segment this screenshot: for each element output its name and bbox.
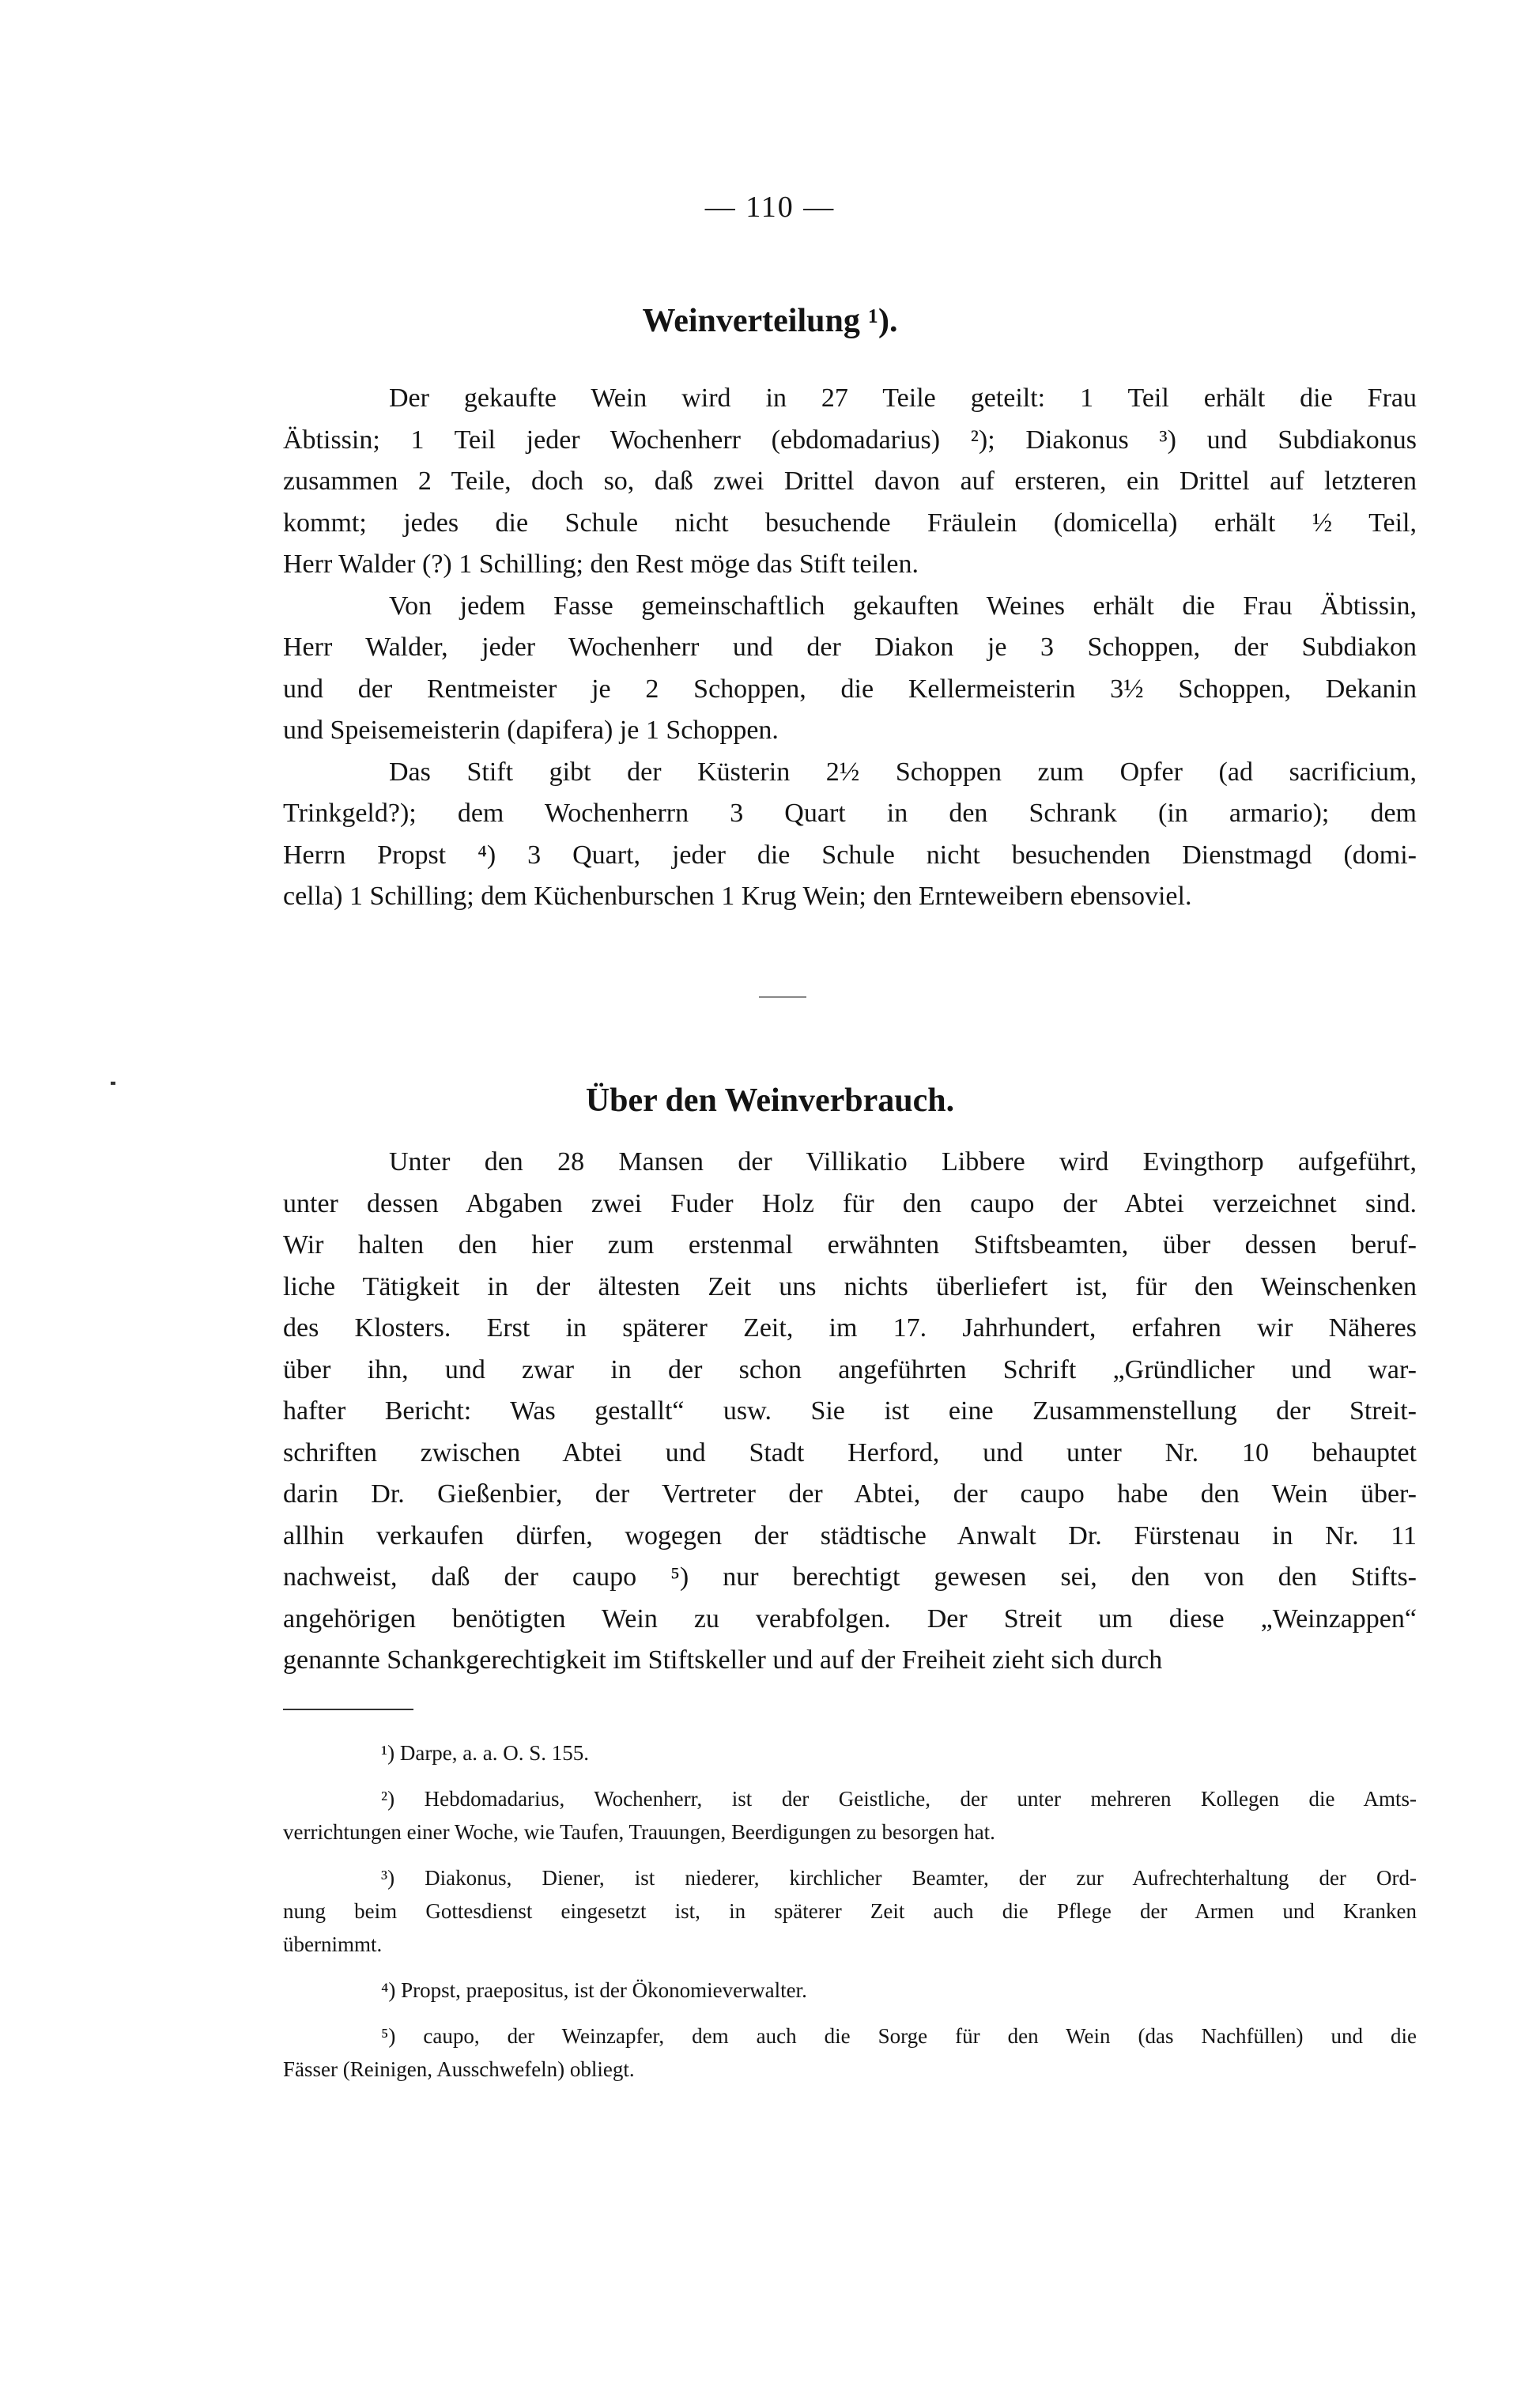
footnote-line: nung beim Gottesdienst eingesetzt ist, in späterer Zeit auch die Pflege der Armen und Kranken bbox=[283, 1899, 1417, 1923]
footnote-line: ⁵) caupo, der Weinzapfer, dem auch die Sorge für den Wein (das Nachfüllen) und die bbox=[381, 2024, 1417, 2048]
text-line: Unter den 28 Mansen der Villikatio Libbere wird Evingthorp aufgeführt, bbox=[389, 1147, 1417, 1177]
text-line: unter dessen Abgaben zwei Fuder Holz für den caupo der Abtei verzeichnet sind. bbox=[283, 1188, 1417, 1218]
text-line: und der Rentmeister je 2 Schoppen, die Kellermeisterin 3½ Schoppen, Dekanin bbox=[283, 674, 1417, 704]
margin-mark bbox=[111, 1082, 115, 1085]
text-line: kommt; jedes die Schule nicht besuchende Fräulein (domicella) erhält ½ Teil, bbox=[283, 508, 1417, 538]
section-body-weinverteilung bbox=[283, 378, 1417, 918]
text-line: cella) 1 Schilling; dem Küchenburschen 1 Krug Wein; den Ernteweibern ebensoviel. bbox=[283, 882, 1192, 911]
footnote-line: ¹) Darpe, a. a. O. S. 155. bbox=[381, 1741, 590, 1765]
text-line: darin Dr. Gießenbier, der Vertreter der Abtei, der caupo habe den Wein über- bbox=[283, 1479, 1417, 1509]
text-line: Trinkgeld?); dem Wochenherrn 3 Quart in den Schrank (in armario); dem bbox=[283, 799, 1417, 828]
text-line: Das Stift gibt der Küsterin 2½ Schoppen zum Opfer (ad sacrificium, bbox=[389, 757, 1417, 787]
text-line: genannte Schankgerechtigkeit im Stiftskeller und auf der Freiheit zieht sich durch bbox=[283, 1645, 1163, 1675]
text-line: schriften zwischen Abtei und Stadt Herford, und unter Nr. 10 behauptet bbox=[283, 1437, 1417, 1467]
text-line: hafter Bericht: Was gestallt“ usw. Sie ist eine Zusammenstellung der Streit- bbox=[283, 1396, 1417, 1426]
footnote-line: ³) Diakonus, Diener, ist niederer, kirchlicher Beamter, der zur Aufrechterhaltung der Ord- bbox=[381, 1866, 1417, 1890]
text-line: Herr Walder, jeder Wochenherr und der Diakon je 3 Schoppen, der Subdiakon bbox=[283, 633, 1417, 662]
footnote-line: verrichtungen einer Woche, wie Taufen, Trauungen, Beerdigungen zu besorgen hat. bbox=[283, 1820, 995, 1844]
text-line: nachweist, daß der caupo ⁵) nur berechtigt gewesen sei, den von den Stifts- bbox=[283, 1562, 1417, 1592]
text-line: des Klosters. Erst in späterer Zeit, im 17. Jahrhundert, erfahren wir Näheres bbox=[283, 1313, 1417, 1343]
text-line: und Speisemeisterin (dapifera) je 1 Schoppen. bbox=[283, 716, 779, 745]
footnote-line: ⁴) Propst, praepositus, ist der Ökonomieverwalter. bbox=[381, 1978, 807, 2002]
page-number: — 110 — bbox=[704, 191, 836, 224]
text-line: über ihn, und zwar in der schon angeführten Schrift „Gründlicher und war- bbox=[283, 1354, 1417, 1384]
section-title-weinverbrauch: Über den Weinverbrauch. bbox=[585, 1082, 955, 1119]
section-body-weinverbrauch bbox=[283, 1142, 1417, 1682]
text-line: Herrn Propst ⁴) 3 Quart, jeder die Schule nicht besuchenden Dienstmagd (domi- bbox=[283, 840, 1417, 870]
text-line: zusammen 2 Teile, doch so, daß zwei Drittel davon auf ersteren, ein Drittel auf letzteren bbox=[283, 466, 1417, 496]
section-divider bbox=[759, 996, 806, 998]
text-line: Herr Walder (?) 1 Schilling; den Rest möge das Stift teilen. bbox=[283, 550, 919, 579]
text-line: allhin verkaufen dürfen, wogegen der städtische Anwalt Dr. Fürstenau in Nr. 11 bbox=[283, 1520, 1417, 1551]
section-title-weinverteilung: Weinverteilung ¹). bbox=[642, 303, 898, 339]
text-line: Der gekaufte Wein wird in 27 Teile geteilt: 1 Teil erhält die Frau bbox=[389, 383, 1417, 413]
text-line: Wir halten den hier zum erstenmal erwähnten Stiftsbeamten, über dessen beruf- bbox=[283, 1230, 1417, 1260]
text-line: Äbtissin; 1 Teil jeder Wochenherr (ebdomadarius) ²); Diakonus ³) und Subdiakonus bbox=[283, 425, 1417, 455]
footnote-rule bbox=[283, 1709, 413, 1710]
footnotes bbox=[283, 1736, 1417, 2086]
footnote-line: Fässer (Reinigen, Ausschwefeln) obliegt. bbox=[283, 2057, 635, 2081]
text-line: liche Tätigkeit in der ältesten Zeit uns nichts überliefert ist, für den Weinschenken bbox=[283, 1271, 1417, 1301]
text-line: Von jedem Fasse gemeinschaftlich gekauften Weines erhält die Frau Äbtissin, bbox=[389, 591, 1417, 621]
text-line: angehörigen benötigten Wein zu verabfolgen. Der Streit um diese „Weinzappen“ bbox=[283, 1603, 1417, 1634]
footnote-line: übernimmt. bbox=[283, 1932, 383, 1956]
footnote-line: ²) Hebdomadarius, Wochenherr, ist der Geistliche, der unter mehreren Kollegen die Amts- bbox=[381, 1787, 1417, 1811]
